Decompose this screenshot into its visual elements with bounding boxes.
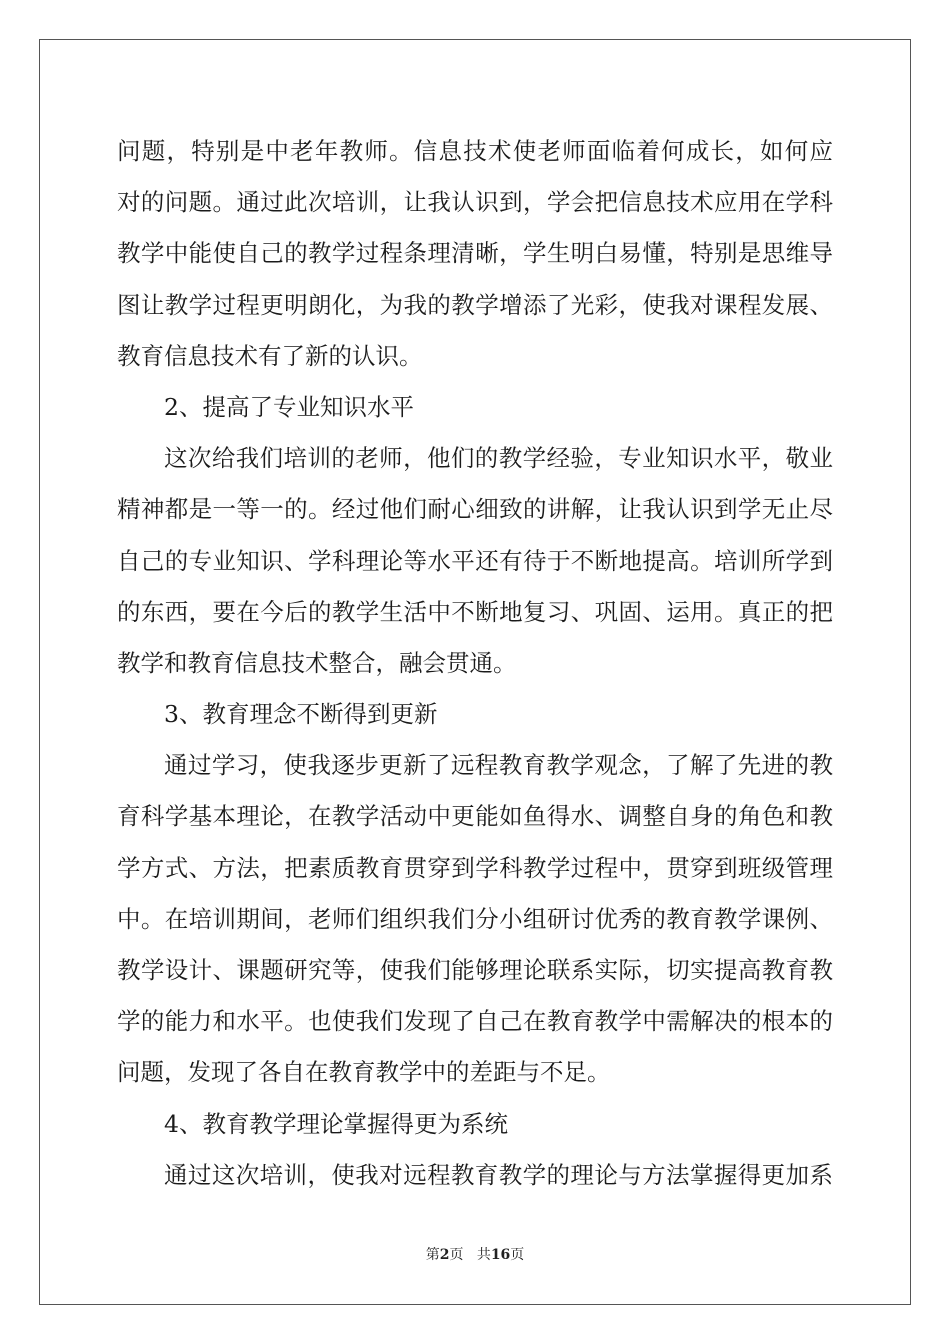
text-line: 问题，发现了各自在教育教学中的差距与不足。: [117, 1058, 611, 1087]
text-line: 学的能力和水平。也使我们发现了自己在教育教学中需解决的根本的: [117, 1007, 833, 1036]
footer-total-prefix: 共: [476, 1247, 491, 1263]
text-line: 学方式、方法，把素质教育贯穿到学科教学过程中，贯穿到班级管理: [117, 853, 833, 882]
text-line: 的东西，要在今后的教学生活中不断地复习、巩固、运用。真正的把: [117, 597, 833, 626]
text-line: 教学和教育信息技术整合，融会贯通。: [117, 648, 517, 677]
text-line: 图让教学过程更明朗化，为我的教学增添了光彩，使我对课程发展、: [117, 290, 833, 319]
text-line: 这次给我们培训的老师，他们的教学经验，专业知识水平，敬业: [164, 444, 833, 473]
text-line: 通过学习，使我逐步更新了远程教育教学观念，了解了先进的教: [164, 751, 833, 780]
text-line: 精神都是一等一的。经过他们耐心细致的讲解，让我认识到学无止尽: [117, 495, 833, 524]
text-line: 教学设计、课题研究等，使我们能够理论联系实际，切实提高教育教: [117, 956, 833, 984]
footer-page-number: 2: [439, 1247, 450, 1263]
document-body: [117, 126, 833, 1201]
footer-prefix: 第: [425, 1247, 440, 1263]
text-line: 2、提高了专业知识水平: [164, 392, 414, 421]
text-line: 对的问题。通过此次培训，让我认识到，学会把信息技术应用在学科: [117, 188, 833, 217]
text-line: 育科学基本理论，在教学活动中更能如鱼得水、调整自身的角色和教: [117, 802, 833, 831]
footer-page-suffix: 页: [449, 1247, 464, 1263]
text-line: 教学中能使自己的教学过程条理清晰，学生明白易懂，特别是思维导: [117, 239, 833, 268]
text-line: 4、教育教学理论掌握得更为系统: [164, 1109, 508, 1138]
text-line: 中。在培训期间，老师们组织我们分小组研讨优秀的教育教学课例、: [117, 904, 833, 933]
text-line: 教育信息技术有了新的认识。: [117, 341, 423, 370]
text-line: 问题，特别是中老年教师。信息技术使老师面临着何成长，如何应: [117, 137, 833, 165]
footer-total-suffix: 页: [510, 1247, 525, 1263]
text-line: 通过这次培训，使我对远程教育教学的理论与方法掌握得更加系: [164, 1160, 833, 1189]
footer-total-pages: 16: [490, 1247, 511, 1263]
page-footer: [0, 1244, 950, 1264]
text-line: 3、教育理念不断得到更新: [164, 700, 438, 729]
text-line: 自己的专业知识、学科理论等水平还有待于不断地提高。培训所学到: [117, 546, 833, 575]
